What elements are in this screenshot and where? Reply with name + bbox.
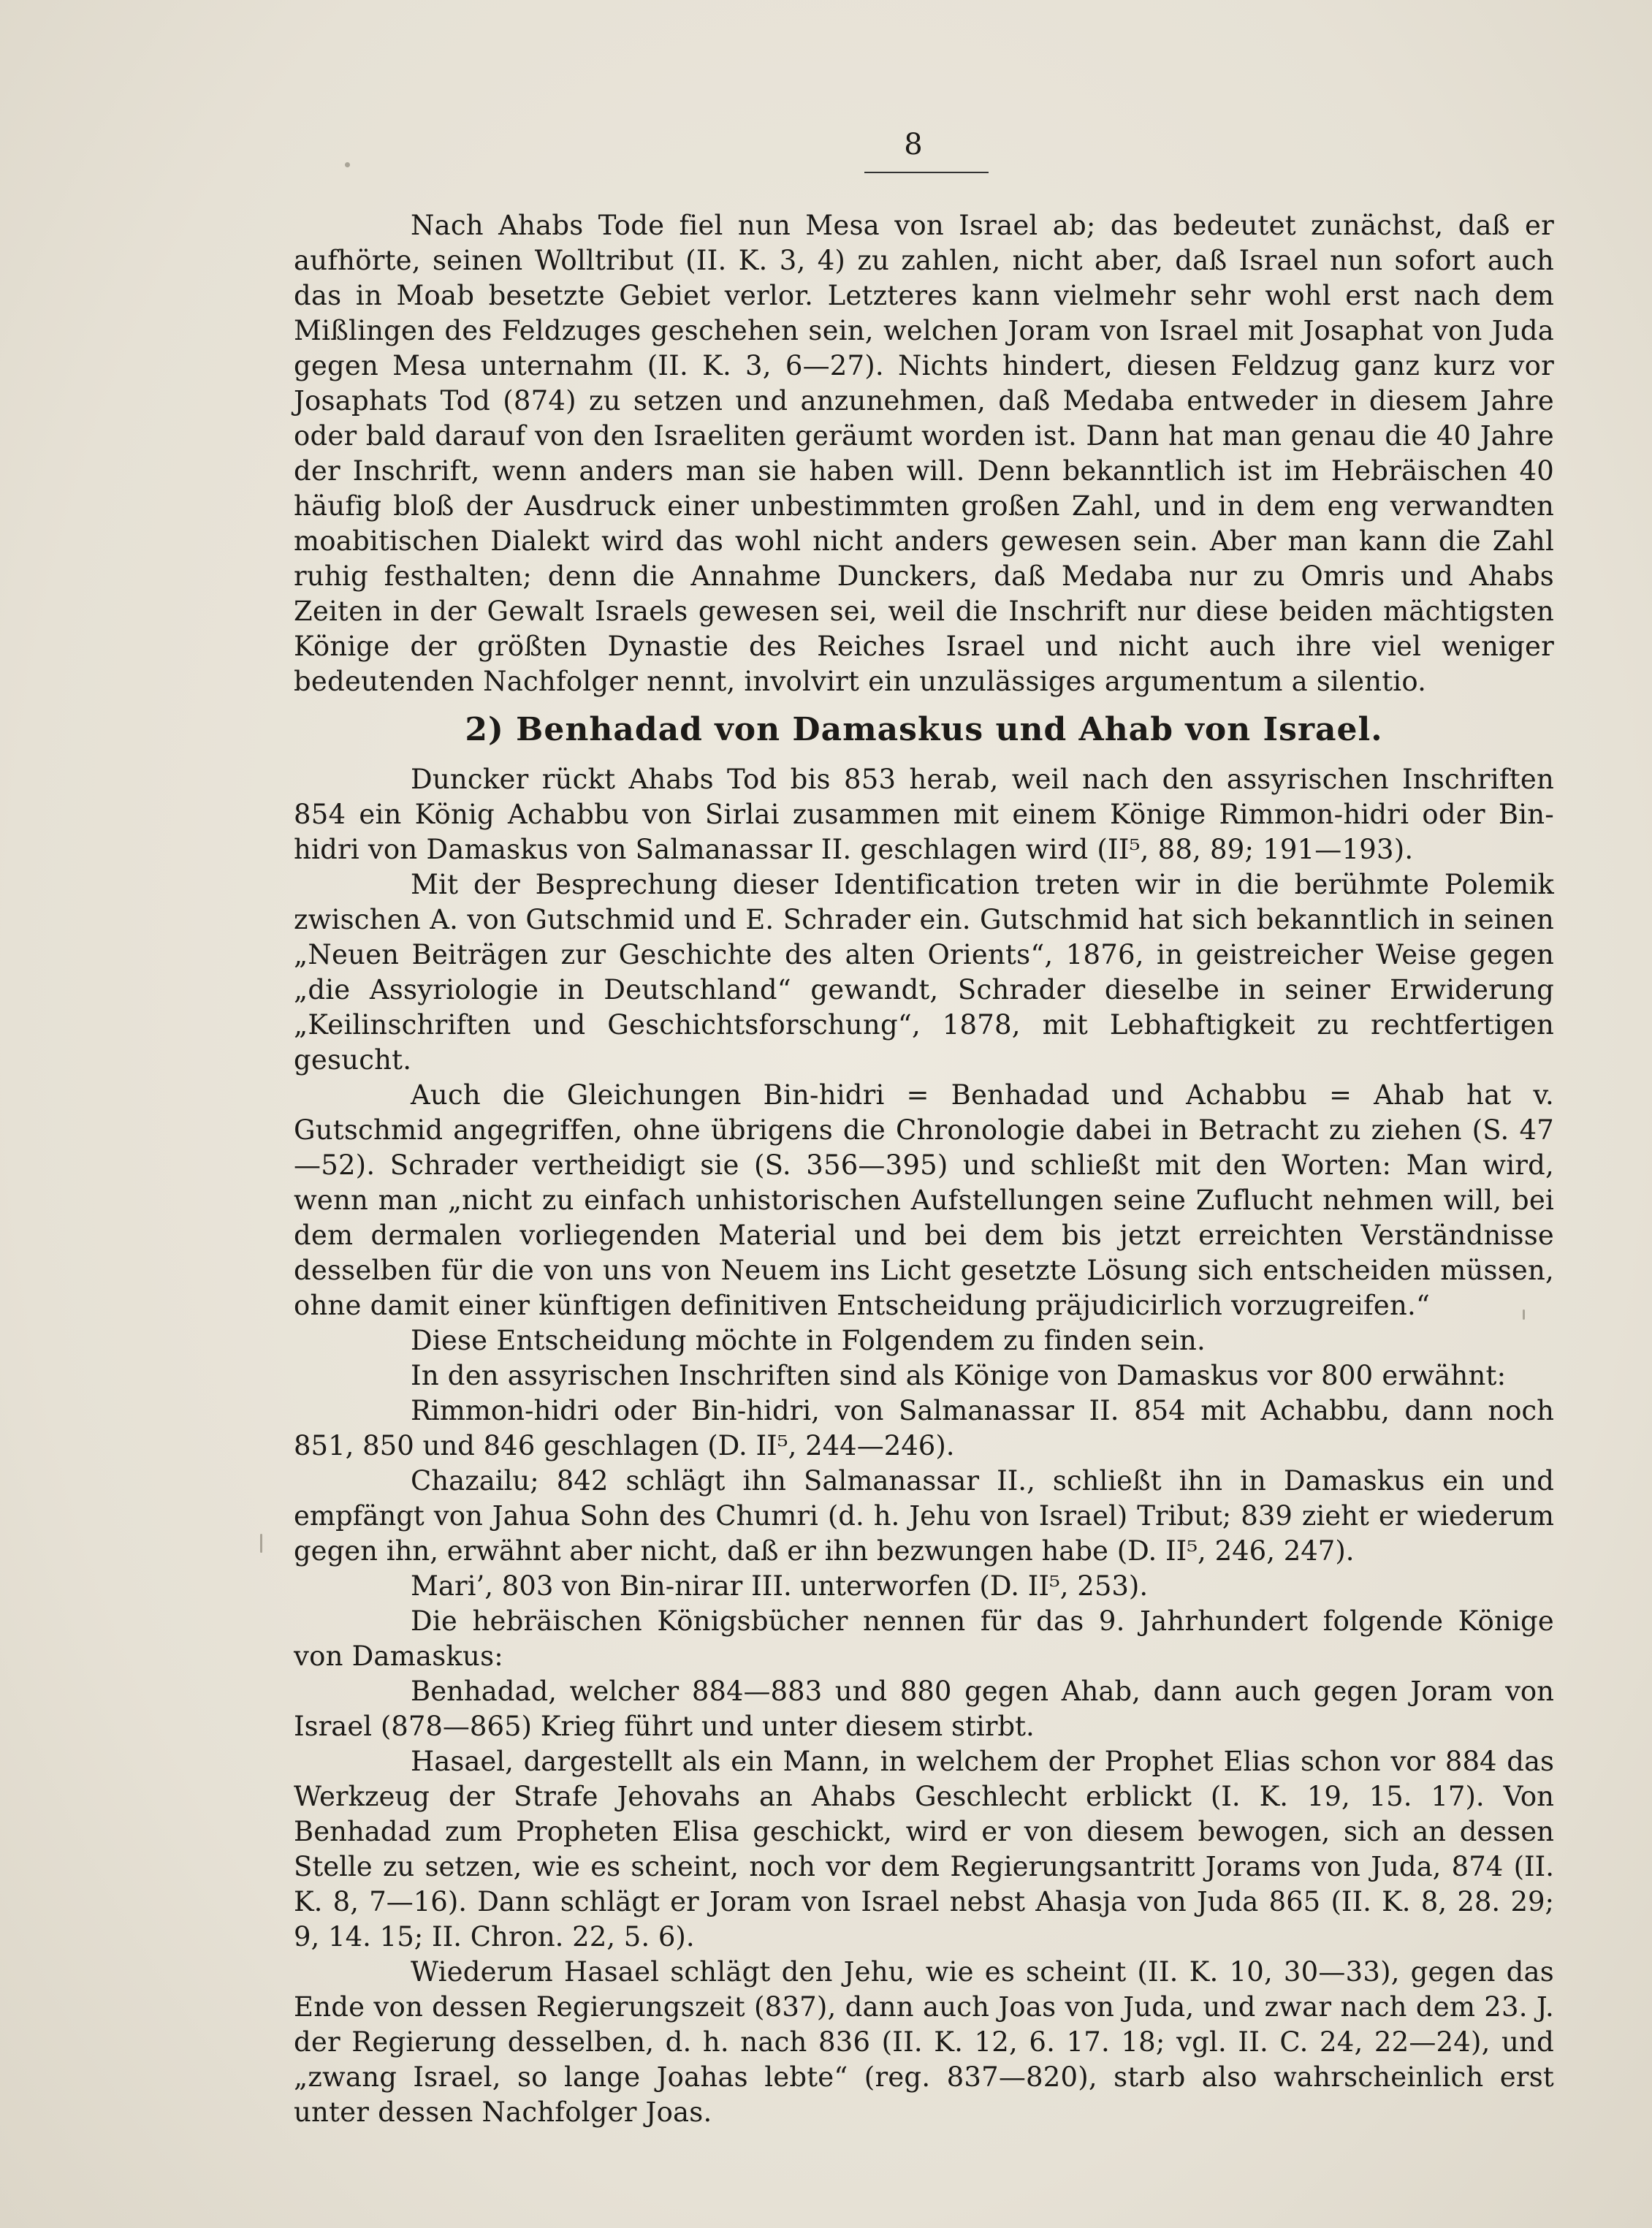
paragraph-hasael-jehu: Wiederum Hasael schlägt den Jehu, wie es scheint (II. K. 10, 30—33), gegen das Ende von dessen Regierungszeit (837), dann auch Joas von Juda, und zwar nach dem 23. J. der Regierung desselben, d. h. nach 836 (II. K. 12, 6. 17. 18; vgl. II. C. 24, 22—24), und „zwang Israel, so lange Joahas lebte“ (reg. 837—820), starb also wahrscheinlich erst unter dessen Nachfolger Joas. (294, 1956, 1554, 2128)
paper-speck (260, 1534, 262, 1553)
page-number: 8 (904, 128, 923, 161)
list-item-mari: Mari’, 803 von Bin-nirar III. unterworfen (D. II⁵, 253). (411, 1570, 1149, 1602)
paragraph-mesa-revolt: Nach Ahabs Tode fiel nun Mesa von Israel ab; das bedeutet zunächst, daß er aufhörte, seinen Wolltribut (II. K. 3, 4) zu zahlen, nicht aber, daß Israel nun sofort auch das in Moab besetzte Gebiet verlor. Letzteres kann vielmehr sehr wohl erst nach dem Mißlingen des Feldzuges geschehen sein, welchen Joram von Israel mit Josaphat von Juda gegen Mesa unternahm (II. K. 3, 6—27). Nichts hindert, diesen Feldzug ganz kurz vor Josaphats Tod (874) zu setzen und anzunehmen, daß Medaba entweder in diesem Jahre oder bald darauf von den Israeliten geräumt worden ist. Dann hat man genau die 40 Jahre der Inschrift, wenn anders man sie haben will. Denn bekanntlich ist im Hebräischen 40 häufig bloß der Ausdruck einer unbestimmten großen Zahl, und in dem eng verwandten moabitischen Dialekt wird das wohl nicht anders gewesen sein. Aber man kann die Zahl ruhig festhalten; denn die Annahme Dunckers, daß Medaba nur zu Omris und Ahabs Zeiten in der Gewalt Israels gewesen sei, weil die Inschrift nur diese beiden mächtigsten Könige der größten Dynastie des Reiches Israel und nicht auch ihre viel weniger bedeutenden Nachfolger nennt, involvirt ein unzulässiges argumentum a silentio. (294, 210, 1554, 697)
section-heading: 2) Benhadad von Damaskus und Ahab von Israel. (465, 711, 1383, 748)
list-item-hasael: Hasael, dargestellt als ein Mann, in welchem der Prophet Elias schon vor 884 das Werkzeug der Strafe Jehovahs an Ahabs Geschlecht erblickt (I. K. 19, 15. 17). Von Benhadad zum Propheten Elisa geschickt, wird er von diesem bewogen, sich an dessen Stelle zu setzen, wie es scheint, noch vor dem Regierungsantritt Jorams von Juda, 874 (II. K. 8, 7—16). Dann schlägt er Joram von Israel nebst Ahasja von Juda 865 (II. K. 8, 28. 29; 9, 14. 15; II. Chron. 22, 5. 6). (294, 1746, 1554, 1953)
list-item-rimmon-hidri: Rimmon-hidri oder Bin-hidri, von Salmanassar II. 854 mit Achabbu, dann noch 851, 850 und 846 geschlagen (D. II⁵, 244—246). (294, 1395, 1554, 1461)
paragraph-assyrian-kings-intro: In den assyrischen Inschriften sind als Könige von Damaskus vor 800 erwähnt: (411, 1360, 1507, 1391)
page-text (294, 208, 1554, 2130)
paragraph-hebrew-kings-intro: Die hebräischen Königsbücher nennen für das 9. Jahrhundert folgende Könige von Damaskus: (294, 1605, 1554, 1672)
list-item-benhadad: Benhadad, welcher 884—883 und 880 gegen Ahab, dann auch gegen Joram von Israel (878—865) Krieg führt und unter diesem stirbt. (294, 1676, 1554, 1742)
list-item-chazailu: Chazailu; 842 schlägt ihn Salmanassar II., schließt ihn in Damaskus ein und empfängt von Jahua Sohn des Chumri (d. h. Jehu von Israel) Tribut; 839 zieht er wiederum gegen ihn, erwähnt aber nicht, daß er ihn bezwungen habe (D. II⁵, 246, 247). (294, 1465, 1554, 1567)
paragraph-polemik: Mit der Besprechung dieser Identification treten wir in die berühmte Polemik zwischen A. von Gutschmid und E. Schrader ein. Gutschmid hat sich bekanntlich in seinen „Neuen Beiträgen zur Geschichte des alten Orients“, 1876, in geistreicher Weise gegen „die Assyriologie in Deutschland“ gewandt, Schrader dieselbe in seiner Erwiderung „Keilinschriften und Geschichtsforschung“, 1878, mit Lebhaftigkeit zu rechtfertigen gesucht. (294, 869, 1554, 1076)
paper-speck (345, 162, 350, 167)
paragraph-duncker: Duncker rückt Ahabs Tod bis 853 herab, weil nach den assyrischen Inschriften 854 ein König Achabbu von Sirlai zusammen mit einem Könige Rimmon-hidri oder Bin-hidri von Damaskus von Salmanassar II. geschlagen wird (II⁵, 88, 89; 191—193). (294, 764, 1554, 865)
page-number-rule (864, 172, 989, 173)
paragraph-entscheidung: Diese Entscheidung möchte in Folgendem zu finden sein. (411, 1325, 1206, 1356)
paragraph-gleichungen: Auch die Gleichungen Bin-hidri = Benhadad und Achabbu = Ahab hat v. Gutschmid angegriffen, ohne übrigens die Chronologie dabei in Betracht zu ziehen (S. 47—52). Schrader vertheidigt sie (S. 356—395) und schließt mit den Worten: Man wird, wenn man „nicht zu einfach unhistorischen Aufstellungen seine Zuflucht nehmen will, bei dem dermalen vorliegenden Material und bei dem bis jetzt erreichten Verständnisse desselben für die von uns von Neuem ins Licht gesetzte Lösung sich entscheiden müssen, ohne damit einer künftigen definitiven Entscheidung präjudicirlich vorzugreifen.“ (294, 1079, 1554, 1321)
